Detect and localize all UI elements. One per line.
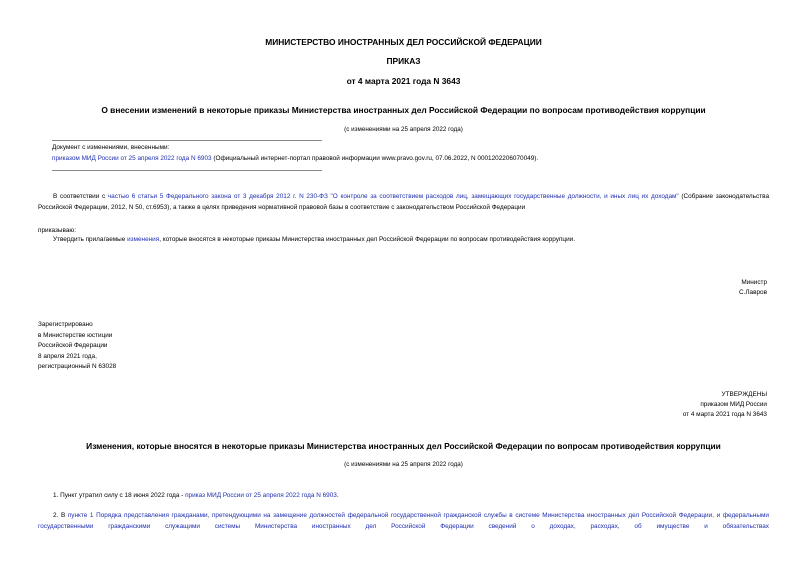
approval-line: УТВЕРЖДЕНЫ (721, 391, 767, 398)
preamble-text-start: В соответствии с (53, 193, 108, 200)
registration-line: регистрационный N 63028 (38, 363, 117, 370)
annex-item-1-link[interactable]: приказ МИД России от 25 апреля 2022 года N 6903 (185, 492, 337, 499)
annex-title: Изменения, которые вносятся в некоторые приказы Министерства иностранных дел Российской Федерации по вопросам противодействия коррупции (86, 441, 721, 451)
registration-block (38, 320, 116, 373)
registration-line: Российской Федерации (38, 342, 108, 349)
annex-item-2 (38, 511, 769, 532)
changes-box-label: Документ с изменениями, внесенными: (52, 144, 170, 151)
registration-line: 8 апреля 2021 года, (38, 352, 97, 360)
changes-box-top-rule (52, 140, 322, 141)
changes-box-bottom-rule (52, 170, 322, 171)
registration-line: Зарегистрировано (38, 321, 93, 328)
doc-revision: (с изменениями на 25 апреля 2022 года) (344, 126, 463, 133)
preamble-paragraph (38, 192, 769, 213)
approval-block (683, 390, 767, 420)
signature-block (739, 278, 767, 297)
annex-item-1-end: . (336, 492, 339, 499)
annex-item-2-link[interactable]: пункте 1 Порядка представления гражданами, претендующими на замещение должностей федеральной государственной гражданской службы в системе Министерства иностранных дел Российской Федерации, и федеральными государственными гражданскими служащими системы Министерства иностранных дел Российской Федерации сведений о доходах, расходах, об имуществе и обязательствах (38, 512, 769, 530)
approve-text-start: Утвердить прилагаемые (53, 236, 128, 243)
ministry-heading: МИНИСТЕРСТВО ИНОСТРАННЫХ ДЕЛ РОССИЙСКОЙ ФЕДЕРАЦИИ (265, 37, 542, 47)
law-230-fz-link[interactable]: частью 6 статьи 5 Федерального закона от 3 декабря 2012 г. N 230-ФЗ "О контроле за соответствием расходов лиц, замещающих государственные должности, и иных лиц их доходам" (107, 193, 679, 200)
changes-box-tail: (Официальный интернет-портал правовой информации www.pravo.gov.ru, 07.06.2022, N 0001202206070049). (211, 155, 539, 162)
doc-date-number: от 4 марта 2021 года N 3643 (346, 76, 461, 86)
approve-paragraph (53, 235, 575, 244)
annex-revision: (с изменениями на 25 апреля 2022 года) (344, 461, 463, 468)
changes-box-source (52, 154, 538, 163)
signature-position: Министр (741, 279, 767, 286)
doc-type-heading: ПРИКАЗ (386, 56, 421, 66)
signature-name: С.Лавров (738, 288, 767, 296)
annex-item-1 (53, 491, 339, 500)
annex-item-1-text: 1. Пункт утратил силу с 18 июня 2022 года - (53, 492, 186, 499)
changes-box-link[interactable]: приказом МИД России от 25 апреля 2022 года N 6903 (52, 155, 212, 162)
approve-text-end: , которые вносятся в некоторые приказы Министерства иностранных дел Российской Федерации по вопросам противодействия коррупции. (159, 236, 576, 243)
approval-line: приказом МИД России (700, 401, 767, 408)
registration-line: в Министерстве юстиции (38, 331, 113, 339)
order-word: приказываю: (38, 227, 76, 234)
doc-title: О внесении изменений в некоторые приказы Министерства иностранных дел Российской Федерации по вопросам противодействия коррупции (101, 105, 706, 115)
changes-link[interactable]: изменения (127, 236, 160, 243)
approval-line: от 4 марта 2021 года N 3643 (682, 411, 767, 418)
preamble-text-end: (Собрание законодательства Российской Федерации, 2012, N 50, ст.6953), а также в целях приведения нормативной правовой базы в соответствие с законодательством Российской Федерации (38, 193, 769, 211)
annex-item-2-text: 2. В (53, 512, 68, 519)
